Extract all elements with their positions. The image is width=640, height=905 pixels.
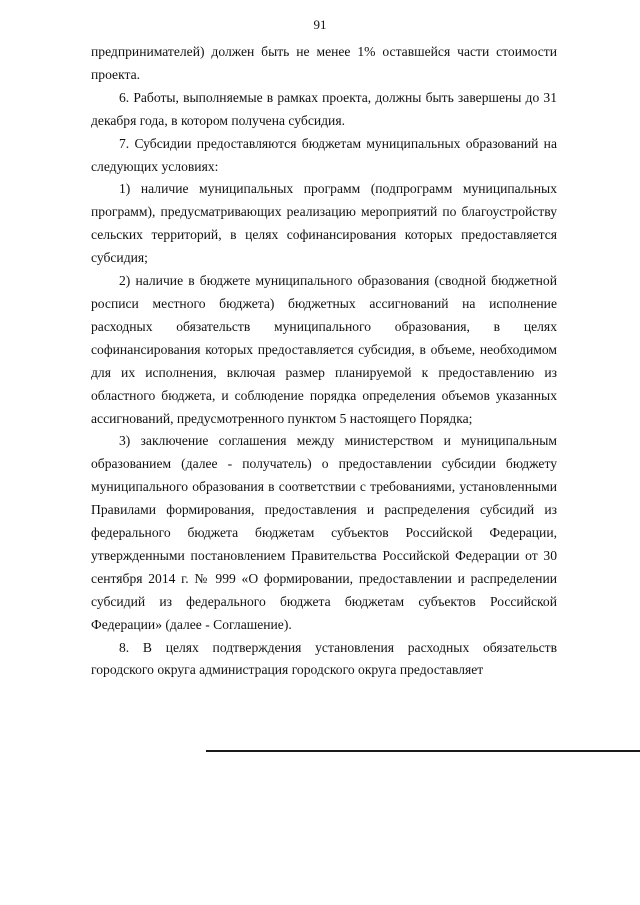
paragraph-item-8: 8. В целях подтверждения установления расходных обязательств городского округа администрация городского округа предоставляет	[91, 639, 557, 678]
page-number: 91	[313, 17, 327, 32]
paragraph-continuation: предпринимателей) должен быть не менее 1% оставшейся части стоимости проекта.	[91, 44, 557, 82]
paragraph-subitem-1: 1) наличие муниципальных программ (подпрограмм муниципальных программ), предусматривающих реализацию мероприятий по благоустройству сельских территорий, в целях софинансирования которых предоставляется субсидия;	[91, 181, 557, 266]
paragraph-subitem-3: 3) заключение соглашения между министерством и муниципальным образованием (далее - получатель) о предоставлении субсидии бюджету муниципального образования в соответствии с требованиями, установленными Правилами формирования, предоставления и распределения субсидий из федерального бюджета бюджетам субъектов Российской Федерации, утвержденными постановлением Правительства Российской Федерации от 30 сентября 2014 г. № 999 «О формировании, предоставлении и распределении субсидий из федерального бюджета бюджетам субъектов Российской Федерации» (далее - Соглашение).	[91, 433, 557, 632]
paragraph-subitem-2: 2) наличие в бюджете муниципального образования (сводной бюджетной росписи местного бюджета) бюджетных ассигнований на исполнение расходных обязательств муниципального образования, в целях софинансирования которых предоставляется субсидия, в объеме, необходимом для их исполнения, включая размер планируемой к предоставлению из областного бюджета, и соблюдение порядка определения объемов указанных ассигнований, предусмотренного пунктом 5 настоящего Порядка;	[91, 273, 557, 426]
paragraph-item-7: 7. Субсидии предоставляются бюджетам муниципальных образований на следующих условиях:	[91, 135, 557, 174]
document-body	[91, 41, 557, 682]
footer-divider	[206, 750, 640, 752]
paragraph-item-6: 6. Работы, выполняемые в рамках проекта, должны быть завершены до 31 декабря года, в котором получена субсидия.	[91, 89, 557, 128]
